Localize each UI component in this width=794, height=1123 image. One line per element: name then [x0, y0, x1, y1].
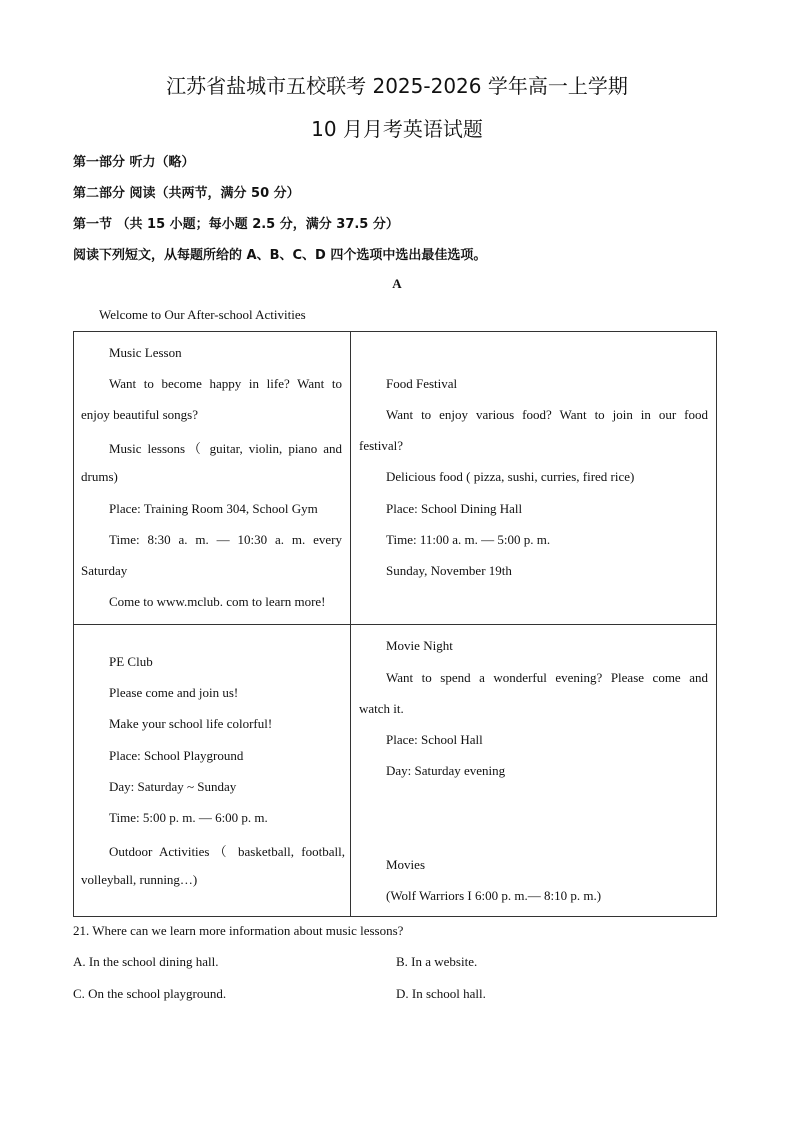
food-date: Sunday, November 19th	[386, 563, 512, 578]
movie-movies-label: Movies	[386, 857, 425, 872]
music-title: Music Lesson	[109, 345, 182, 360]
part-one-heading: 第一部分 听力（略）	[73, 155, 195, 170]
music-line-2: enjoy beautiful songs?	[81, 407, 198, 422]
pe-time: Time: 5:00 p. m. — 6:00 p. m.	[109, 810, 268, 825]
question-21-option-c: C. On the school playground.	[73, 986, 227, 1001]
movie-title: Movie Night	[386, 638, 453, 653]
music-time-line-2: Saturday	[81, 563, 128, 578]
instructions: 阅读下列短文，从每题所给的 A、B、C、D 四个选项中选出最佳选项。	[73, 248, 487, 263]
movie-line-2: watch it.	[359, 701, 404, 716]
food-festival-cell	[351, 332, 717, 625]
pe-day: Day: Saturday ~ Sunday	[109, 779, 237, 794]
movie-night-cell	[351, 625, 717, 917]
movie-line-1: Want to spend a wonderful evening? Please come and	[386, 670, 708, 685]
food-time: Time: 11:00 a. m. — 5:00 p. m.	[386, 532, 551, 547]
question-21-option-b: B. In a website.	[396, 954, 478, 969]
part-two-heading: 第二部分 阅读（共两节，满分 50 分）	[73, 186, 300, 201]
movie-film: (Wolf Warriors I 6:00 p. m.— 8:10 p. m.)	[386, 888, 602, 903]
music-line-3: Music lessons（ guitar, violin, piano and	[109, 441, 342, 456]
music-website: Come to www.mclub. com to learn more!	[109, 594, 326, 609]
music-line-4: drums)	[81, 469, 118, 484]
pe-title: PE Club	[109, 654, 153, 669]
food-title: Food Festival	[386, 376, 458, 391]
question-21-option-a: A. In the school dining hall.	[73, 954, 219, 969]
music-line-1: Want to become happy in life? Want to	[109, 376, 342, 391]
pe-line-1: Please come and join us!	[109, 685, 239, 700]
passage-intro: Welcome to Our After-school Activities	[99, 307, 306, 322]
movie-day: Day: Saturday evening	[386, 763, 506, 778]
music-time-line-1: Time: 8:30 a. m. — 10:30 a. m. every	[109, 532, 342, 547]
movie-place: Place: School Hall	[386, 732, 483, 747]
question-21-option-d: D. In school hall.	[396, 986, 486, 1001]
section-one-heading: 第一节 （共 15 小题；每小题 2.5 分，满分 37.5 分）	[73, 217, 399, 232]
pe-line-2: Make your school life colorful!	[109, 716, 273, 731]
pe-outdoor-line-1: Outdoor Activities（ basketball, football,	[109, 844, 345, 859]
pe-place: Place: School Playground	[109, 748, 244, 763]
document-title-line-2: 10 月月考英语试题	[311, 117, 483, 141]
pe-outdoor-line-2: volleyball, running…)	[81, 872, 198, 887]
document-title-line-1: 江苏省盐城市五校联考 2025-2026 学年高一上学期	[166, 74, 628, 98]
activities-table	[73, 331, 717, 917]
food-line-3: Delicious food ( pizza, sushi, curries, fired rice)	[386, 469, 635, 484]
music-place: Place: Training Room 304, School Gym	[109, 501, 318, 516]
question-21-stem: 21. Where can we learn more information about music lessons?	[73, 923, 404, 938]
food-place: Place: School Dining Hall	[386, 501, 523, 516]
food-line-1: Want to enjoy various food? Want to join in our food	[386, 407, 708, 422]
music-lesson-cell	[74, 332, 351, 625]
pe-club-cell	[74, 625, 351, 917]
food-line-2: festival?	[359, 438, 404, 453]
passage-label: A	[392, 276, 402, 291]
